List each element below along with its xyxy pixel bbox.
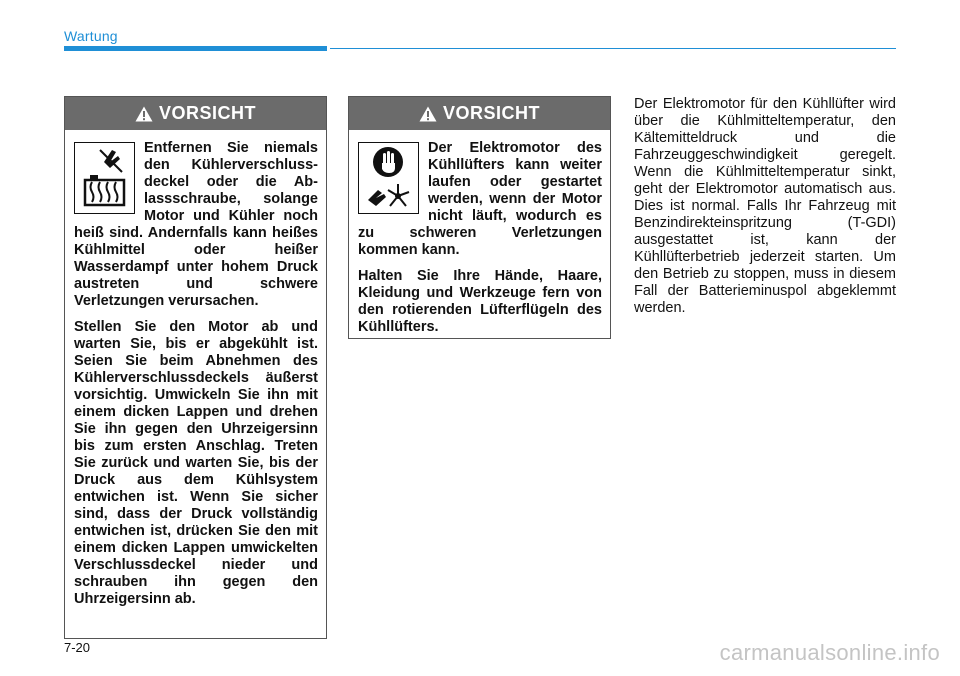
caution-heading: VORSICHT (158, 103, 256, 123)
caution-heading: VORSICHT (442, 103, 540, 123)
section-title: Wartung (64, 28, 118, 44)
caution-header (349, 97, 610, 130)
warning-triangle-icon (135, 106, 153, 122)
page-number: 7-20 (64, 640, 91, 655)
caution-paragraph: Der Elektromotor des Kühllüfters kann weiter laufen oder gestartet werden, wenn der Motor nicht läuft, wodurch es zu schweren Verletzungen kommen kann. (358, 140, 602, 258)
caution-paragraph: Halten Sie Ihre Hände, Haare, Kleidung und Werkzeuge fern von den rotierenden Lüfterflügeln des Kühllüfters. (358, 268, 602, 335)
caution-paragraph: Stellen Sie den Motor ab und warten Sie, bis er abgekühlt ist. Seien Sie beim Abnehmen des Kühlerverschlussdeckels äußerst vorsichtig. Umwickeln Sie ihn mit einem dicken Lappen und drehen Sie ihn gegen den Uhrzeigersinn bis zum ersten Anschlag. Treten Sie zurück und warten Sie, bis der Druck aus dem Kühlsystem entwichen ist. Wenn Sie sicher sind, dass der Druck vollständig entwichen ist, drücken Sie den mit einem dicken Lappen umwickelten Verschlussdeckel nieder und schrauben ihn gegen den Uhrzeigersinn ab. (74, 319, 318, 607)
caution-header (65, 97, 326, 130)
hot-coolant-warning-icon (74, 142, 135, 214)
warning-triangle-icon (419, 106, 437, 122)
caution-box-fan (348, 96, 611, 339)
header-rule-thin (330, 48, 896, 49)
body-text: Der Elektromotor für den Kühllüfter wird über die Kühlmitteltemperatur, den Kältemitteldruck und die Fahrzeuggeschwindigkeit geregelt. Wenn die Kühlmitteltemperatur sinkt, geht der Elektromotor automatisch aus. Dies ist normal. Falls Ihr Fahrzeug mit Benzindirekteinspritzung (T-GDI) ausgestattet ist, kann der Kühllüfterbetrieb jederzeit starten. Um den Betrieb zu stoppen, muss in diesem Fall der Batterieminuspol abgeklemmt werden. (634, 96, 896, 316)
caution-paragraph: Entfernen Sie niemals den Kühlerverschlussdeckel oder die Ablassschraube, solange Motor und Kühler noch heiß sind. Andernfalls kann heißes Kühlmittel oder heißer Wasserdampf unter hohem Druck austreten und schwere Verletzungen verursachen. (74, 140, 318, 309)
hand-stop-fan-icon (358, 142, 419, 214)
header-rule-thick (64, 46, 327, 51)
watermark: carmanualsonline.info (719, 640, 940, 665)
caution-box-coolant (64, 96, 327, 639)
